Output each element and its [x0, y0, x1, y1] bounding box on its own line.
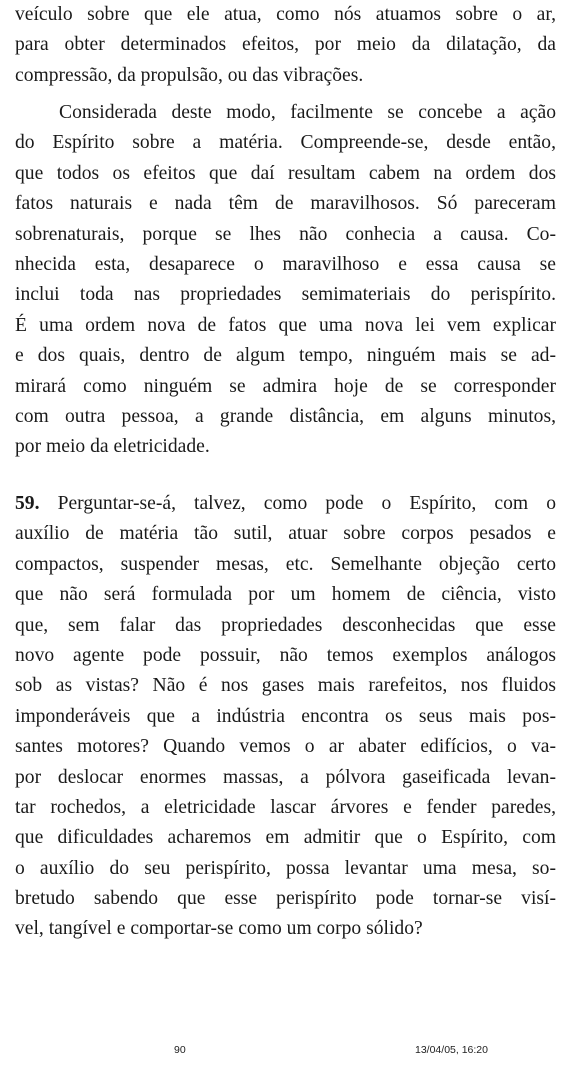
print-timestamp: 13/04/05, 16:20 — [415, 1044, 488, 1056]
text-line: sob as vistas? Não é nos gases mais rarefeitos, nos fluidos — [15, 675, 556, 697]
text-line: mirará como ninguém se admira hoje de se corresponder — [15, 375, 556, 397]
text-line: É uma ordem nova de fatos que uma nova lei vem explicar — [15, 314, 556, 336]
text-line: compactos, suspender mesas, etc. Semelhante objeção certo — [15, 553, 556, 575]
text-line: santes motores? Quando vemos o ar abater edifícios, o va- — [15, 736, 556, 758]
text-line: Considerada deste modo, facilmente se concebe a ação — [59, 102, 556, 123]
text-line: e dos quais, dentro de algum tempo, ninguém mais se ad- — [15, 345, 556, 367]
text-line: para obter determinados efeitos, por meio da dilatação, da — [15, 34, 556, 56]
paragraph-espirito-materia — [15, 98, 556, 463]
text-line: novo agente pode possuir, não temos exemplos análogos — [15, 644, 556, 666]
paragraph-number: 59. — [15, 493, 40, 514]
text-line: que, sem falar das propriedades desconhecidas que esse — [15, 614, 556, 636]
text-line: que não será formulada por um homem de ciência, visto — [15, 584, 556, 606]
text-line: que dificuldades acharemos em admitir que o Espírito, com — [15, 827, 556, 849]
text-line: fatos naturais e nada têm de maravilhosos. Só pareceram — [15, 193, 556, 215]
text-line: inclui toda nas propriedades semimateriais do perispírito. — [15, 284, 556, 306]
text-fragment: Perguntar-se-á, talvez, como pode o Espírito, com o — [39, 493, 556, 514]
text-line: auxílio de matéria tão sutil, atuar sobre corpos pesados e — [15, 523, 556, 545]
text-line: vel, tangível e comportar-se como um corpo sólido? — [15, 918, 423, 940]
paragraph-59 — [15, 489, 556, 945]
text-line: do Espírito sobre a matéria. Compreende-se, desde então, — [15, 132, 556, 154]
text-line: tar rochedos, a eletricidade lascar árvores e fender paredes, — [15, 796, 556, 818]
text-line: bretudo sabendo que esse perispírito pode tornar-se visí- — [15, 888, 556, 910]
text-line: com outra pessoa, a grande distância, em alguns minutos, — [15, 405, 556, 427]
text-line: imponderáveis que a indústria encontra os seus mais pos- — [15, 705, 556, 727]
paragraph-continuation — [15, 0, 556, 91]
text-line: que todos os efeitos que daí resultam cabem na ordem dos — [15, 162, 556, 184]
page-number: 90 — [174, 1044, 186, 1056]
text-line: por deslocar enormes massas, a pólvora gaseificada levan- — [15, 766, 556, 788]
text-line: veículo sobre que ele atua, como nós atuamos sobre o ar, — [15, 4, 556, 25]
text-line: compressão, da propulsão, ou das vibrações. — [15, 64, 364, 86]
text-line — [15, 489, 556, 519]
text-line: por meio da eletricidade. — [15, 436, 210, 458]
text-line: o auxílio do seu perispírito, possa levantar uma mesa, so- — [15, 857, 556, 879]
text-line: nhecida esta, desaparece o maravilhoso e essa causa se — [15, 253, 556, 275]
text-line: sobrenaturais, porque se lhes não conhecia a causa. Co- — [15, 223, 556, 245]
